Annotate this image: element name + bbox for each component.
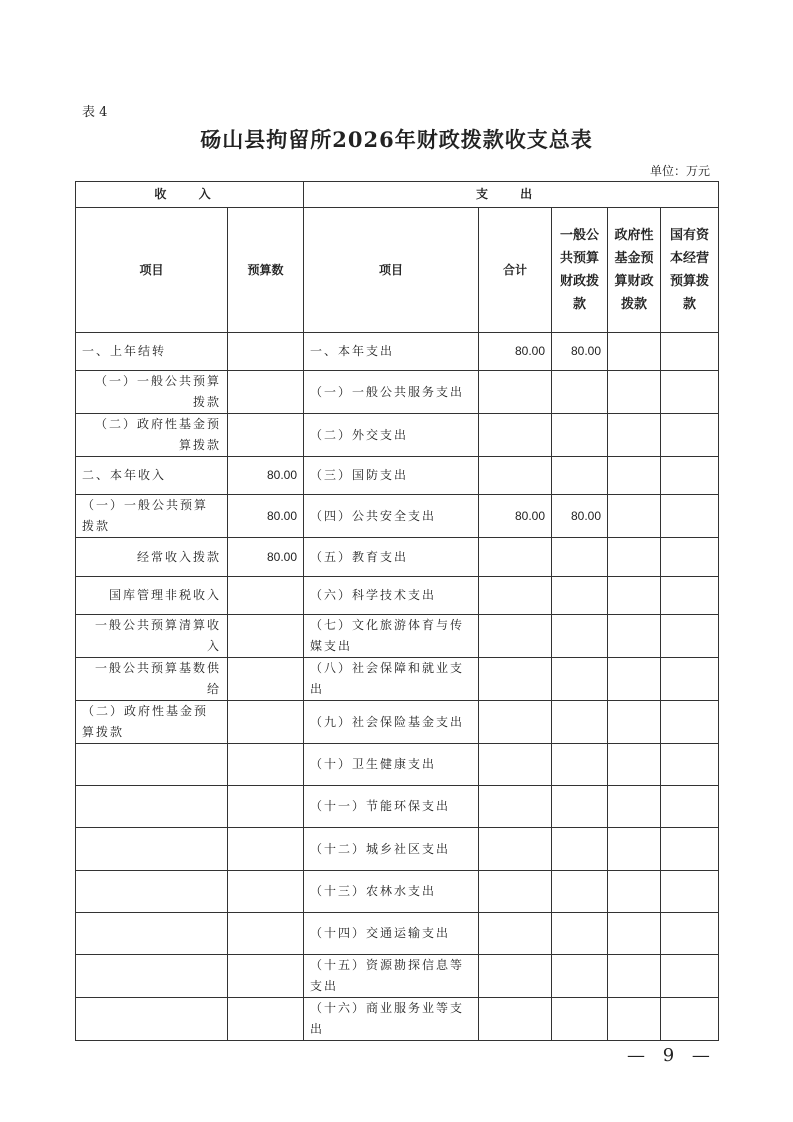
expense-item-cell: （十五）资源勘探信息等支出 — [304, 955, 479, 998]
total-cell — [479, 828, 552, 871]
expense-item-cell: （三）国防支出 — [304, 457, 479, 495]
total-cell — [479, 615, 552, 658]
expense-item-cell: （四）公共安全支出 — [304, 495, 479, 538]
state-capital-cell — [661, 538, 719, 577]
page-title: 砀山县拘留所2026年财政拨款收支总表 — [200, 127, 593, 152]
income-item-cell: （二）政府性基金预算拨款 — [76, 414, 228, 457]
total-cell — [479, 786, 552, 828]
state-capital-cell — [661, 577, 719, 615]
income-amount-cell — [228, 701, 304, 744]
gov-fund-cell — [608, 744, 661, 786]
expense-item-cell: （九）社会保险基金支出 — [304, 701, 479, 744]
income-amount-cell — [228, 786, 304, 828]
general-budget-cell — [552, 615, 608, 658]
income-item-cell: 经常收入拨款 — [76, 538, 228, 577]
table-row — [76, 414, 719, 457]
state-capital-cell — [661, 615, 719, 658]
table-row — [76, 333, 719, 371]
total-cell — [479, 538, 552, 577]
income-item-cell — [76, 913, 228, 955]
table-row — [76, 658, 719, 701]
expense-item-cell: （十四）交通运输支出 — [304, 913, 479, 955]
total-cell — [479, 457, 552, 495]
expense-item-cell: 一、本年支出 — [304, 333, 479, 371]
total-cell — [479, 658, 552, 701]
income-item-cell: 一、上年结转 — [76, 333, 228, 371]
table-row — [76, 913, 719, 955]
gov-fund-cell — [608, 495, 661, 538]
general-budget-cell: 80.00 — [552, 495, 608, 538]
income-item-cell: （一）一般公共预算拨款 — [76, 371, 228, 414]
state-capital-cell — [661, 913, 719, 955]
income-header: 收 入 — [76, 182, 304, 208]
gov-fund-cell — [608, 913, 661, 955]
expense-item-cell: （六）科学技术支出 — [304, 577, 479, 615]
general-budget-cell: 80.00 — [552, 333, 608, 371]
state-capital-cell — [661, 701, 719, 744]
income-item-cell: （二）政府性基金预算拨款 — [76, 701, 228, 744]
income-amount-cell: 80.00 — [228, 457, 304, 495]
total-cell — [479, 998, 552, 1041]
gov-fund-cell — [608, 998, 661, 1041]
general-budget-cell — [552, 913, 608, 955]
expense-item-cell: （十六）商业服务业等支出 — [304, 998, 479, 1041]
income-amount-cell — [228, 615, 304, 658]
general-budget-cell — [552, 371, 608, 414]
expense-item-cell: （十三）农林水支出 — [304, 871, 479, 913]
state-capital-cell — [661, 495, 719, 538]
income-item-cell — [76, 955, 228, 998]
gov-fund-cell — [608, 577, 661, 615]
income-budget-header: 预算数 — [228, 208, 304, 333]
total-cell — [479, 371, 552, 414]
table-row — [76, 457, 719, 495]
table-row — [76, 371, 719, 414]
table-row — [76, 828, 719, 871]
state-capital-cell — [661, 828, 719, 871]
table-row — [76, 744, 719, 786]
general-budget-cell — [552, 998, 608, 1041]
gov-fund-cell — [608, 955, 661, 998]
income-amount-cell — [228, 414, 304, 457]
income-item-cell: 二、本年收入 — [76, 457, 228, 495]
state-capital-cell — [661, 371, 719, 414]
header-row-columns — [76, 208, 719, 333]
gov-fund-cell — [608, 658, 661, 701]
table-row — [76, 871, 719, 913]
header-row-groups — [76, 182, 719, 208]
gov-fund-cell — [608, 457, 661, 495]
general-budget-cell — [552, 828, 608, 871]
general-budget-cell — [552, 457, 608, 495]
income-item-cell: 一般公共预算基数供给 — [76, 658, 228, 701]
gov-fund-cell — [608, 786, 661, 828]
table-body — [76, 333, 719, 1041]
income-amount-cell — [228, 913, 304, 955]
total-cell — [479, 577, 552, 615]
income-item-cell: 国库管理非税收入 — [76, 577, 228, 615]
total-cell: 80.00 — [479, 495, 552, 538]
general-budget-header: 一般公共预算财政拨款 — [552, 208, 608, 333]
gov-fund-cell — [608, 701, 661, 744]
general-budget-cell — [552, 786, 608, 828]
total-cell — [479, 955, 552, 998]
income-item-cell — [76, 828, 228, 871]
expense-item-cell: （十一）节能环保支出 — [304, 786, 479, 828]
general-budget-cell — [552, 538, 608, 577]
income-amount-cell — [228, 658, 304, 701]
general-budget-cell — [552, 871, 608, 913]
income-item-cell — [76, 786, 228, 828]
page-number: — 9 — — [627, 1045, 716, 1066]
total-cell — [479, 913, 552, 955]
gov-fund-cell — [608, 371, 661, 414]
table-row — [76, 998, 719, 1041]
income-amount-cell — [228, 371, 304, 414]
expense-item-cell: （八）社会保障和就业支出 — [304, 658, 479, 701]
income-item-cell — [76, 744, 228, 786]
state-capital-cell — [661, 414, 719, 457]
gov-fund-cell — [608, 828, 661, 871]
gov-fund-cell — [608, 414, 661, 457]
total-cell — [479, 871, 552, 913]
income-amount-cell — [228, 828, 304, 871]
expense-header: 支 出 — [304, 182, 719, 208]
table-number-label: 表 4 — [82, 105, 108, 120]
gov-fund-cell — [608, 538, 661, 577]
general-budget-cell — [552, 414, 608, 457]
total-cell — [479, 701, 552, 744]
total-cell: 80.00 — [479, 333, 552, 371]
general-budget-cell — [552, 955, 608, 998]
table-row — [76, 701, 719, 744]
expense-item-header: 项目 — [304, 208, 479, 333]
state-capital-cell — [661, 658, 719, 701]
total-header: 合计 — [479, 208, 552, 333]
income-amount-cell: 80.00 — [228, 495, 304, 538]
table-row — [76, 615, 719, 658]
expense-item-cell: （七）文化旅游体育与传媒支出 — [304, 615, 479, 658]
gov-fund-header: 政府性基金预算财政拨款 — [608, 208, 661, 333]
state-capital-header: 国有资本经营预算拨款 — [661, 208, 719, 333]
income-item-cell — [76, 998, 228, 1041]
income-amount-cell — [228, 871, 304, 913]
state-capital-cell — [661, 457, 719, 495]
income-amount-cell — [228, 577, 304, 615]
gov-fund-cell — [608, 871, 661, 913]
table-row — [76, 538, 719, 577]
income-amount-cell — [228, 744, 304, 786]
expense-item-cell: （一）一般公共服务支出 — [304, 371, 479, 414]
gov-fund-cell — [608, 333, 661, 371]
expense-item-cell: （十）卫生健康支出 — [304, 744, 479, 786]
income-item-cell — [76, 871, 228, 913]
table-row — [76, 955, 719, 998]
budget-table — [75, 181, 719, 1041]
income-amount-cell — [228, 955, 304, 998]
income-amount-cell: 80.00 — [228, 538, 304, 577]
unit-label: 单位：万元 — [649, 164, 710, 178]
state-capital-cell — [661, 998, 719, 1041]
expense-item-cell: （二）外交支出 — [304, 414, 479, 457]
state-capital-cell — [661, 744, 719, 786]
state-capital-cell — [661, 786, 719, 828]
state-capital-cell — [661, 871, 719, 913]
income-amount-cell — [228, 998, 304, 1041]
expense-item-cell: （十二）城乡社区支出 — [304, 828, 479, 871]
expense-item-cell: （五）教育支出 — [304, 538, 479, 577]
general-budget-cell — [552, 658, 608, 701]
total-cell — [479, 414, 552, 457]
general-budget-cell — [552, 701, 608, 744]
total-cell — [479, 744, 552, 786]
general-budget-cell — [552, 744, 608, 786]
state-capital-cell — [661, 333, 719, 371]
income-item-header: 项目 — [76, 208, 228, 333]
table-row — [76, 495, 719, 538]
income-item-cell: （一）一般公共预算拨款 — [76, 495, 228, 538]
state-capital-cell — [661, 955, 719, 998]
general-budget-cell — [552, 577, 608, 615]
income-item-cell: 一般公共预算清算收入 — [76, 615, 228, 658]
table-row — [76, 786, 719, 828]
gov-fund-cell — [608, 615, 661, 658]
table-row — [76, 577, 719, 615]
income-amount-cell — [228, 333, 304, 371]
